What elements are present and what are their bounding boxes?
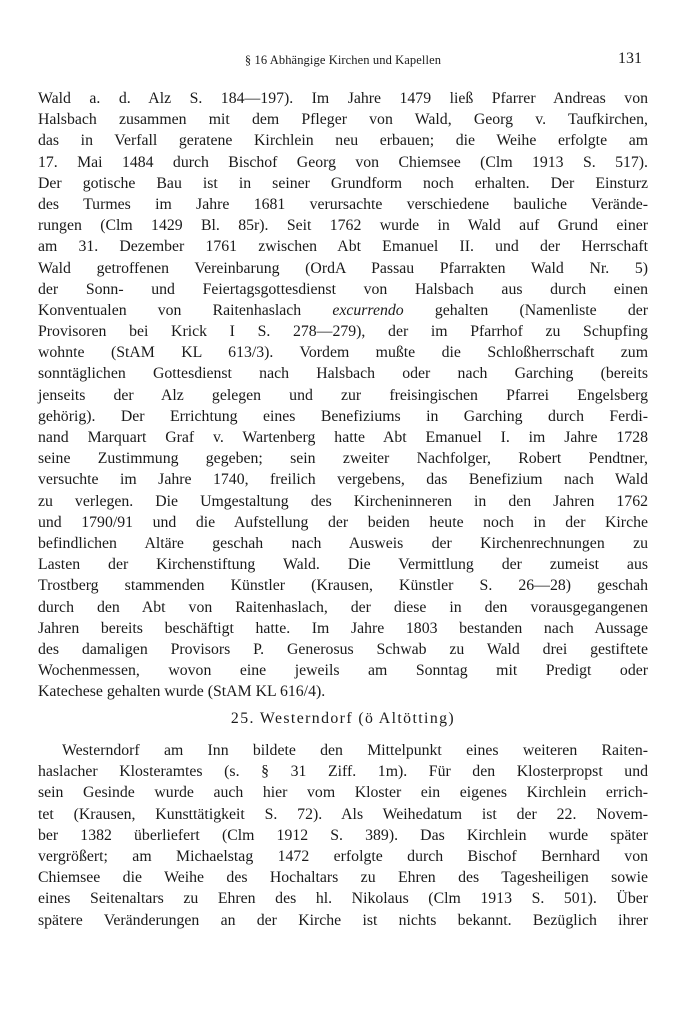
- paragraph-continued: [38, 88, 648, 702]
- text-segment: gehalten (Namenliste der: [403, 301, 648, 319]
- text-line: Westerndorf am Inn bildete den Mittelpunkt eines weiteren Raiten-: [62, 742, 648, 759]
- text-line: sein Gesinde wurde auch hier vom Kloster ein eigenes Kirchlein errich-: [38, 784, 648, 802]
- text-line: Wochenmessen, wovon eine jeweils am Sonntag mit Predigt oder: [38, 662, 648, 680]
- text-line: Halsbach zusammen mit dem Pfleger von Wald, Georg v. Taufkirchen,: [38, 111, 648, 129]
- page-number: 131: [618, 50, 642, 67]
- text-line: befindlichen Altäre geschah nach Ausweis der Kirchenrechnungen zu: [38, 534, 648, 552]
- text-line: vergrößert; am Michaelstag 1472 erfolgte durch Bischof Bernhard von: [38, 847, 648, 865]
- text-line: der Sonn- und Feiertagsgottesdienst von Halsbach aus durch einen: [38, 280, 648, 298]
- text-line: Katechese gehalten wurde (StAM KL 616/4).: [38, 683, 326, 701]
- text-line-with-italic: [38, 300, 648, 321]
- text-line: durch den Abt von Raitenhaslach, der diese in den vorausgegangenen: [38, 598, 648, 616]
- text-line: des damaligen Provisors P. Generosus Schwab zu Wald drei gestiftete: [38, 640, 648, 658]
- text-line: versuchte im Jahre 1740, freilich vergebens, das Benefizium nach Wald: [38, 471, 648, 489]
- section-heading: 25. Westerndorf (ö Altötting): [230, 710, 456, 727]
- text-line: wohnte (StAM KL 613/3). Vordem mußte die Schloßherrschaft zum: [38, 344, 648, 362]
- text-line: am 31. Dezember 1761 zwischen Abt Emanuel II. und der Herrschaft: [38, 238, 648, 256]
- paragraph-westerndorf: [38, 740, 648, 931]
- text-line: zu verlegen. Die Umgestaltung des Kircheninneren in den Jahren 1762: [38, 492, 648, 510]
- text-line: Jahren bereits beschäftigt hatte. Im Jahre 1803 bestanden nach Aussage: [38, 619, 648, 637]
- text-line: Provisoren bei Krick I S. 278—279), der im Pfarrhof zu Schupfing: [38, 323, 648, 341]
- text-line: Wald getroffenen Vereinbarung (OrdA Passau Pfarrakten Wald Nr. 5): [38, 259, 648, 277]
- text-line: des Turmes im Jahre 1681 verursachte verschiedene bauliche Verände-: [38, 195, 648, 213]
- text-line: tet (Krausen, Kunsttätigkeit S. 72). Als Weihedatum ist der 22. Novem-: [38, 805, 648, 823]
- book-page: [38, 0, 648, 1030]
- text-line: das in Verfall geratene Kirchlein neu erbauen; die Weihe erfolgte am: [38, 132, 648, 150]
- running-title: § 16 Abhängige Kirchen und Kapellen: [244, 53, 442, 67]
- text-line: seine Zustimmung gegeben; sein zweiter Nachfolger, Robert Pendtner,: [38, 450, 648, 468]
- text-line: Chiemsee die Weihe des Hochaltars zu Ehren des Tagesheiligen sowie: [38, 869, 648, 887]
- text-line: Trostberg stammenden Künstler (Krausen, Künstler S. 26—28) geschah: [38, 577, 648, 595]
- text-line: gehörig). Der Errichtung eines Benefiziums in Garching durch Ferdi-: [38, 407, 648, 425]
- text-line: Der gotische Bau ist in seiner Grundform noch erhalten. Der Einsturz: [38, 174, 648, 192]
- text-line: und 1790/91 und die Aufstellung der beiden heute noch in der Kirche: [38, 513, 648, 531]
- text-line: 17. Mai 1484 durch Bischof Georg von Chiemsee (Clm 1913 S. 517).: [38, 153, 648, 171]
- running-header: [38, 50, 648, 70]
- text-line: haslacher Klosteramtes (s. § 31 Ziff. 1m). Für den Klosterpropst und: [38, 763, 648, 781]
- italic-term: excurrendo: [332, 301, 404, 319]
- text-line: jenseits der Alz gelegen und zur freisingischen Pfarrei Engelsberg: [38, 386, 648, 404]
- text-line: ber 1382 überliefert (Clm 1912 S. 389). Das Kirchlein wurde später: [38, 826, 648, 844]
- text-line: rungen (Clm 1429 Bl. 85r). Seit 1762 wurde in Wald auf Grund einer: [38, 217, 648, 235]
- text-line: eines Seitenaltars zu Ehren des hl. Nikolaus (Clm 1913 S. 501). Über: [38, 890, 648, 908]
- text-line: Wald a. d. Alz S. 184—197). Im Jahre 1479 ließ Pfarrer Andreas von: [38, 90, 648, 107]
- text-segment: Konventualen von Raitenhaslach: [38, 301, 333, 319]
- text-line: nand Marquart Graf v. Wartenberg hatte Abt Emanuel I. im Jahre 1728: [38, 429, 648, 446]
- text-line: spätere Veränderungen an der Kirche ist nichts bekannt. Bezüglich ihrer: [38, 911, 648, 929]
- text-line: Lasten der Kirchenstiftung Wald. Die Vermittlung der zumeist aus: [38, 556, 648, 574]
- text-line: sonntäglichen Gottesdienst nach Halsbach oder nach Garching (bereits: [38, 365, 648, 383]
